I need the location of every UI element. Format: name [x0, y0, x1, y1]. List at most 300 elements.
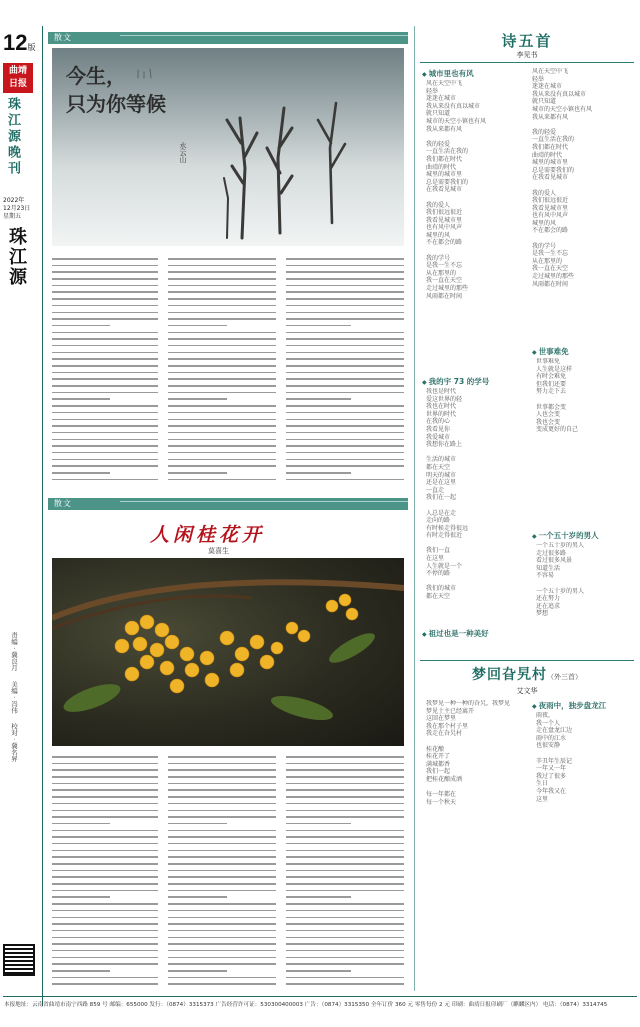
text-line — [52, 816, 158, 818]
text-line — [168, 917, 276, 919]
text-line — [52, 950, 158, 952]
text-line — [52, 943, 158, 945]
text-line — [286, 338, 404, 340]
text-line — [168, 836, 276, 838]
text-line — [168, 291, 276, 293]
text-line — [286, 863, 404, 865]
text-line — [286, 937, 404, 939]
footer-info: 本报地址：云南省曲靖市南宁西路 859 号 邮编：655000 发行：（0874）3315373 广告经营许可证：530300400003 广告：（0874）3315350 全年订价 360 元 零售每份 2 元 印刷：曲靖日报印刷厂（麒麟区内） 电话：（0874）3314745 — [4, 1002, 608, 1008]
poem-line: 我爱城市 — [426, 433, 451, 441]
text-line — [168, 763, 276, 765]
poem-line: 变成更好的自己 — [536, 426, 579, 434]
poem-line — [426, 738, 522, 746]
poem-line: 看过很多风景 — [536, 557, 573, 565]
text-line — [168, 870, 276, 872]
text-line — [168, 756, 276, 758]
text-line — [286, 392, 404, 394]
text-line — [168, 843, 276, 845]
text-line — [52, 392, 158, 394]
text-line — [286, 452, 404, 454]
poem-line: 努力走下去 — [536, 388, 567, 396]
text-line — [52, 271, 158, 273]
text-line — [286, 763, 404, 765]
text-line — [52, 352, 158, 354]
article2-author: 莫喜生 — [208, 547, 229, 555]
text-line — [52, 850, 158, 852]
text-line — [168, 830, 276, 832]
article2-body-col3 — [286, 756, 404, 992]
poem-line: 我们都在时代 — [532, 143, 569, 151]
text-line — [168, 405, 276, 407]
text-line — [168, 378, 276, 380]
text-line — [168, 445, 276, 447]
text-line — [52, 843, 158, 845]
text-line — [52, 318, 158, 320]
poem1-subtitle-5: ◆ 一个五十岁的男人 — [532, 530, 599, 541]
poem-line: 满城都香 — [426, 760, 451, 768]
text-line — [286, 957, 404, 959]
text-line — [52, 338, 158, 340]
poem-line: 在我的心 — [426, 418, 451, 426]
poem-line: 总是需要我们的 — [426, 178, 469, 186]
poem-line: 我从来没有真以城市 — [532, 90, 587, 98]
poem-line — [426, 247, 520, 255]
text-line — [168, 810, 276, 812]
poem-line: 也有风中风声 — [426, 224, 463, 232]
text-line — [168, 983, 276, 985]
text-line — [168, 977, 276, 979]
text-line — [52, 432, 158, 434]
poem-line: 我也在时代 — [426, 403, 457, 411]
text-line — [168, 332, 276, 334]
text-line — [52, 285, 158, 287]
text-line — [168, 850, 276, 852]
poem2-col-b — [536, 712, 634, 988]
poem-line: 轻举 — [426, 87, 439, 95]
text-line — [52, 298, 158, 300]
poem-line: 是我一生不忘 — [532, 250, 569, 258]
poem-line: 雨中的江水 — [536, 734, 567, 742]
text-line — [286, 318, 404, 320]
poem-line: 在我看见城市 — [532, 174, 569, 182]
text-line — [52, 425, 158, 427]
poem-line: 这回在梦里 — [426, 715, 457, 723]
text-line — [168, 903, 276, 905]
poem-line: 雨夜， — [536, 712, 555, 719]
text-line — [168, 472, 227, 474]
article1-body-col3 — [286, 258, 404, 490]
poem-line: 就只知道 — [426, 110, 451, 118]
poem1-subtitle-1: ◆ 城市里也有风 — [422, 68, 474, 79]
text-line — [168, 305, 276, 307]
text-line — [52, 963, 158, 965]
poem-line: 我们很远很近 — [532, 197, 569, 205]
page-number: 12版 — [3, 30, 36, 55]
poem1-subtitle-2: ◆ 我的宇 73 的学号 — [422, 376, 489, 387]
text-line — [286, 298, 404, 300]
article2-photo — [52, 558, 404, 746]
text-line — [168, 459, 276, 461]
text-line — [168, 479, 276, 481]
poem-line: 人生就是一个 — [426, 562, 463, 570]
poem-line: 我从来没有真以城市 — [426, 102, 481, 110]
poem-line: 不容易 — [536, 572, 555, 580]
poem-line: 走过很多路 — [536, 549, 567, 557]
text-line — [52, 278, 158, 280]
text-line — [168, 789, 276, 791]
poem-line: 轻举 — [532, 75, 545, 83]
poem-line: 还在追求 — [536, 602, 561, 610]
article2-tag: 散文 — [48, 498, 408, 510]
text-line — [168, 365, 276, 367]
poem1-col-c2 — [536, 542, 634, 654]
poem-line: 风在天空中飞 — [532, 68, 569, 75]
text-line — [52, 479, 158, 481]
text-line — [168, 943, 276, 945]
text-line — [168, 358, 276, 360]
text-line — [52, 896, 110, 898]
text-line — [286, 977, 404, 979]
text-line — [52, 789, 158, 791]
text-line — [52, 472, 110, 474]
text-line — [168, 816, 276, 818]
poem-line: 辛丑年生辰记 — [536, 757, 573, 765]
article1-author: 水云山 — [179, 142, 187, 163]
text-line — [52, 439, 158, 441]
poem-line: 今年我又在 — [536, 787, 567, 795]
poem-line — [532, 182, 632, 190]
text-line — [168, 345, 276, 347]
osmanthus-illustration — [52, 558, 404, 746]
text-line — [286, 943, 404, 945]
text-line — [52, 890, 158, 892]
text-line — [168, 452, 276, 454]
text-line — [52, 923, 158, 925]
text-line — [286, 325, 351, 327]
poem1-title: 诗五首 — [501, 32, 553, 50]
poem2-title: 梦回旮旯村（外三首） — [472, 667, 582, 683]
text-line — [286, 876, 404, 878]
poem-line: 还是在这里 — [426, 479, 457, 487]
text-line — [286, 258, 404, 260]
text-line — [286, 796, 404, 798]
text-line — [286, 823, 351, 825]
poem-line: 世界的时代 — [426, 410, 457, 418]
text-line — [286, 917, 404, 919]
text-line — [286, 405, 404, 407]
poem-line: 走在盘龙江边 — [536, 727, 573, 735]
text-line — [168, 298, 276, 300]
text-line — [286, 850, 404, 852]
poem-line: 我的轻爱 — [532, 128, 557, 136]
text-line — [286, 836, 404, 838]
article1-body-col1 — [52, 258, 158, 490]
poem-line: 每一个秋天 — [426, 798, 457, 806]
poem-line: 世事都会变 — [536, 403, 567, 411]
text-line — [286, 810, 404, 812]
text-line — [52, 332, 158, 334]
masthead-logo: 曲靖 日报 — [3, 63, 33, 93]
text-line — [52, 405, 158, 407]
text-line — [52, 983, 158, 985]
text-line — [286, 776, 404, 778]
text-line — [286, 830, 404, 832]
poem-line: 这里 — [536, 795, 549, 803]
text-line — [52, 823, 110, 825]
text-line — [52, 776, 158, 778]
poem-line: 也很安静 — [536, 742, 561, 750]
text-line — [286, 479, 404, 481]
article1-body-col2 — [168, 258, 276, 490]
poem-line: 城里的城市里 — [426, 171, 463, 179]
text-line — [52, 803, 158, 805]
poem-line: 曲靖的时代 — [532, 151, 563, 159]
poem-line: 我们在一起 — [426, 494, 457, 502]
poem-line: 我在那个村子里 — [426, 722, 469, 730]
article2-title: 人闲桂花开 — [150, 524, 266, 546]
poem-line: 都在天空 — [426, 463, 451, 471]
poem-line — [426, 133, 520, 141]
text-line — [286, 378, 404, 380]
text-line — [52, 970, 110, 972]
text-line — [52, 345, 158, 347]
poem-line: 我们都在时代 — [426, 155, 463, 163]
poem-line: 我们一直 — [426, 547, 451, 555]
text-line — [168, 285, 276, 287]
article2-body-col2 — [168, 756, 276, 992]
poem-line: 是我一生不忘 — [426, 262, 463, 270]
poem-line: 不在都会的路 — [426, 239, 463, 247]
text-line — [52, 756, 158, 758]
text-line — [168, 970, 227, 972]
poem-line: 一直生活在我的 — [426, 148, 469, 156]
text-line — [168, 957, 276, 959]
poem-line — [532, 235, 632, 243]
poem-line: 但我们还要 — [536, 380, 567, 388]
text-line — [52, 796, 158, 798]
text-line — [286, 923, 404, 925]
text-line — [52, 452, 158, 454]
text-line — [168, 265, 276, 267]
poem-line: 有时会难免 — [536, 373, 567, 381]
text-line — [52, 398, 110, 400]
poem-line: 明天的城市 — [426, 471, 457, 479]
text-line — [286, 312, 404, 314]
poem-line: 我想你在路上 — [426, 441, 463, 449]
poem-line: 我看见你 — [426, 425, 451, 433]
poem-line: 总是需要我们的 — [532, 166, 575, 174]
text-line — [52, 763, 158, 765]
poem-line: 我们很远很近 — [426, 209, 463, 217]
poem1-subtitle-3: ◆ 祖过也是一种美好 — [422, 628, 489, 639]
poem-line — [426, 784, 522, 792]
text-line — [52, 863, 158, 865]
text-line — [286, 398, 351, 400]
text-line — [286, 789, 404, 791]
poem-line: 走过城里的那些 — [532, 273, 575, 281]
text-line — [286, 345, 404, 347]
text-line — [52, 412, 158, 414]
poem-line: 一年又一年 — [536, 765, 567, 773]
poem-line: 我一直在天空 — [532, 265, 569, 273]
poem-line: 在我看见城市 — [426, 186, 463, 194]
poem-line: 不停的路 — [426, 570, 451, 578]
poem-line: 就只知道 — [532, 98, 557, 106]
poem-line: 我走在旮旯村 — [426, 730, 463, 738]
text-line — [168, 318, 276, 320]
text-line — [168, 258, 276, 260]
text-line — [286, 930, 404, 932]
poem-line: 知道生活 — [536, 564, 561, 572]
poem-line: 一直走 — [426, 486, 445, 494]
text-line — [52, 258, 158, 260]
text-line — [286, 783, 404, 785]
poem-line — [426, 194, 520, 202]
section-name: 珠江源 — [6, 227, 27, 287]
text-line — [168, 910, 276, 912]
text-line — [286, 425, 404, 427]
text-line — [168, 783, 276, 785]
poem-line: 爱这世界的轻 — [426, 395, 463, 403]
text-line — [168, 312, 276, 314]
poem-line: 在这里 — [426, 555, 445, 563]
text-line — [52, 365, 158, 367]
text-line — [52, 445, 158, 447]
poem-line: 走过城里的那些 — [426, 285, 469, 293]
poem1-col-c — [536, 358, 634, 522]
poem2-col-a — [426, 700, 522, 988]
text-line — [52, 291, 158, 293]
text-line — [168, 776, 276, 778]
poem-line: 一个五十岁的男人 — [536, 587, 585, 595]
text-line — [168, 425, 276, 427]
text-line — [286, 803, 404, 805]
text-line — [286, 278, 404, 280]
text-line — [168, 271, 276, 273]
text-line — [52, 419, 158, 421]
text-line — [52, 265, 158, 267]
poem-line: 城里的城市里 — [532, 159, 569, 167]
article2-body-col1 — [52, 756, 158, 992]
poem-line: 把桂花酿成酒 — [426, 775, 463, 783]
poem-line: 城市的天空小镇也有风 — [532, 105, 593, 113]
text-line — [168, 769, 276, 771]
poem-line: 曲靖的时代 — [426, 163, 457, 171]
poem-line: 我看见城市里 — [426, 216, 463, 224]
text-line — [52, 910, 158, 912]
text-line — [286, 332, 404, 334]
text-line — [168, 439, 276, 441]
poem-line: 人生就是这样 — [536, 365, 573, 373]
text-line — [52, 830, 158, 832]
poem-line: 我从来都有风 — [426, 125, 463, 133]
text-line — [52, 883, 158, 885]
text-line — [52, 876, 158, 878]
text-line — [52, 937, 158, 939]
poem-line: 梦见土主已经离开 — [426, 707, 475, 715]
poem-line: 从在那里的 — [532, 257, 563, 265]
poem-line: 我的学号 — [532, 242, 557, 250]
poem-line: 我一个人 — [536, 719, 561, 727]
poem-line — [536, 750, 634, 758]
poem-line — [426, 502, 520, 510]
poem-line: 城里的风 — [532, 219, 557, 227]
poem-line — [536, 580, 634, 588]
text-line — [168, 465, 276, 467]
text-line — [168, 398, 227, 400]
poem-line: 我从来都有风 — [532, 113, 569, 121]
poem-line: 迷迷在城市 — [532, 83, 563, 91]
text-line — [52, 930, 158, 932]
poem-line: 从在那里的 — [426, 269, 457, 277]
text-line — [168, 278, 276, 280]
poem-line: 人也会变 — [536, 411, 561, 419]
poem-line: 城市的天空小镇也有风 — [426, 117, 487, 125]
text-line — [286, 271, 404, 273]
poem-line: 桂花酿 — [426, 745, 445, 753]
text-line — [286, 472, 351, 474]
poem-line: 都在天空 — [426, 593, 451, 601]
text-line — [52, 810, 158, 812]
text-line — [286, 291, 404, 293]
poem-line: 我的学号 — [426, 254, 451, 262]
poem-line — [536, 434, 634, 442]
text-line — [286, 950, 404, 952]
text-line — [52, 903, 158, 905]
editor-credits: 责编 · 冀良月 美编 · 冯伟 校对 · 冀名昇 — [10, 632, 18, 762]
poem-line: 还在努力 — [536, 595, 561, 603]
text-line — [286, 970, 351, 972]
poem-line: 风在天空中飞 — [426, 80, 463, 87]
text-line — [286, 963, 404, 965]
text-line — [168, 338, 276, 340]
poem-line: 人总是在走 — [426, 509, 457, 517]
text-line — [286, 465, 404, 467]
text-line — [168, 937, 276, 939]
qr-code — [3, 944, 35, 976]
poem-line: 迷迷在城市 — [426, 95, 457, 103]
poem1-author: 李见书 — [516, 51, 538, 59]
text-line — [168, 823, 227, 825]
masthead — [3, 32, 39, 992]
text-line — [52, 372, 158, 374]
poem1-col-a3 — [426, 640, 520, 652]
poem-line: 我们一起 — [426, 768, 451, 776]
poem-line — [536, 396, 634, 404]
poem-line: 我也是时代 — [426, 388, 457, 395]
text-line — [52, 783, 158, 785]
text-line — [52, 305, 158, 307]
text-line — [286, 816, 404, 818]
text-line — [168, 930, 276, 932]
text-line — [286, 419, 404, 421]
text-line — [52, 465, 158, 467]
text-line — [286, 870, 404, 872]
poem-line: 世事难免 — [536, 358, 561, 365]
text-line — [52, 836, 158, 838]
text-line — [52, 312, 158, 314]
text-line — [168, 950, 276, 952]
poem-line: 一直生活在我的 — [532, 136, 575, 144]
text-line — [286, 412, 404, 414]
text-line — [168, 372, 276, 374]
text-line — [286, 265, 404, 267]
text-line — [286, 769, 404, 771]
text-line — [286, 459, 404, 461]
article1-tag: 散文 — [48, 32, 408, 44]
text-line — [52, 358, 158, 360]
text-line — [168, 419, 276, 421]
